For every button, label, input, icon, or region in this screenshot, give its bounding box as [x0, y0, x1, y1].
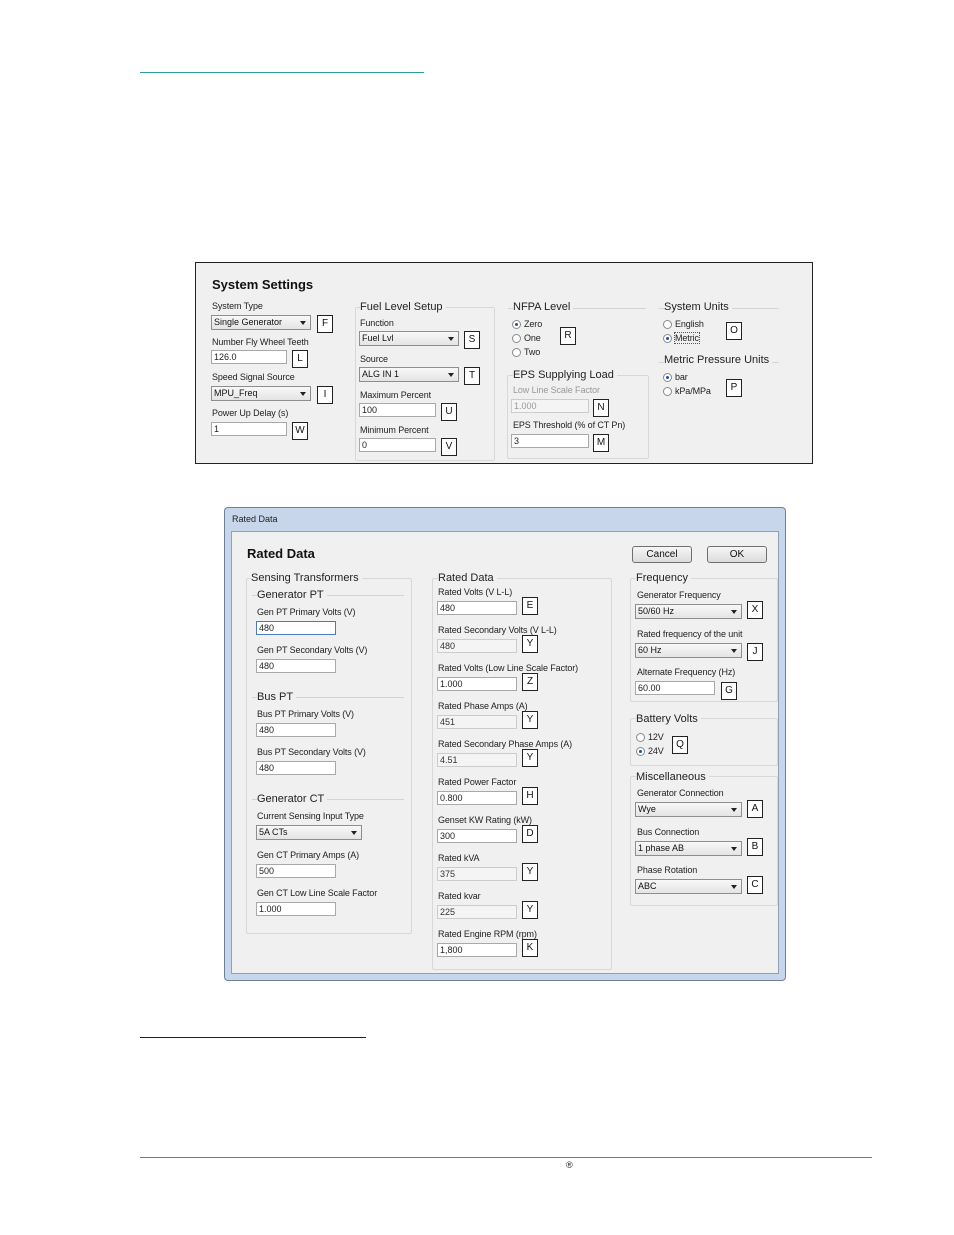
- callout-key: W: [292, 422, 308, 440]
- max-percent-label: Maximum Percent: [360, 390, 432, 400]
- callout-key: R: [560, 327, 576, 345]
- nfpa-option-one: One: [524, 333, 541, 343]
- sensing-title: Sensing Transformers: [251, 572, 362, 584]
- registered-mark: ®: [566, 1160, 573, 1170]
- bus-pt-title: Bus PT: [257, 691, 296, 703]
- misc-title: Miscellaneous: [636, 771, 709, 783]
- gen-pt-secondary-input[interactable]: 480: [256, 659, 336, 673]
- rated-item-input: 225: [437, 905, 517, 919]
- rated-item-label: Rated Phase Amps (A): [438, 701, 528, 711]
- gen-pt-primary-label: Gen PT Primary Volts (V): [257, 607, 356, 617]
- rated-item-label: Rated Secondary Phase Amps (A): [438, 739, 573, 749]
- cancel-button[interactable]: Cancel: [632, 546, 692, 563]
- min-percent-input[interactable]: 0: [359, 438, 436, 452]
- fuel-level-title: Fuel Level Setup: [360, 301, 446, 313]
- alt-freq-input[interactable]: 60.00: [635, 681, 715, 695]
- rated-item-label: Rated Volts (V L-L): [438, 587, 513, 597]
- gen-conn-label: Generator Connection: [637, 788, 724, 798]
- rated-freq-label: Rated frequency of the unit: [637, 629, 743, 639]
- eps-threshold-label: EPS Threshold (% of CT Pn): [513, 420, 626, 430]
- speed-signal-label: Speed Signal Source: [212, 372, 295, 382]
- ct-input-type-select[interactable]: [256, 825, 362, 840]
- nfpa-option-zero: Zero: [524, 319, 543, 329]
- alt-freq-label: Alternate Frequency (Hz): [637, 667, 736, 677]
- rated-item-input[interactable]: 0.800: [437, 791, 517, 805]
- callout-key: O: [726, 322, 742, 340]
- ct-primary-input[interactable]: 500: [256, 864, 336, 878]
- gen-freq-select[interactable]: [635, 604, 742, 619]
- pressure-title: Metric Pressure Units: [664, 354, 772, 366]
- nfpa-title: NFPA Level: [513, 301, 573, 313]
- nfpa-radio-zero[interactable]: [512, 320, 521, 329]
- callout-key: S: [464, 331, 480, 349]
- callout-key: M: [593, 434, 609, 452]
- function-label: Function: [360, 318, 394, 328]
- callout-key: E: [522, 597, 538, 615]
- rotation-value: ABC: [638, 881, 657, 891]
- gen-pt-title: Generator PT: [257, 589, 327, 601]
- ct-input-type-label: Current Sensing Input Type: [257, 811, 364, 821]
- callout-key: D: [522, 825, 538, 843]
- function-value: Fuel Lvl: [362, 333, 394, 343]
- rated-item-input: 375: [437, 867, 517, 881]
- callout-key: Z: [522, 673, 538, 691]
- chevron-down-icon: [731, 885, 737, 889]
- ok-button[interactable]: OK: [707, 546, 767, 563]
- chevron-down-icon: [731, 649, 737, 653]
- gen-ct-title: Generator CT: [257, 793, 327, 805]
- system-settings-panel: [195, 262, 813, 464]
- pressure-radio-kpa[interactable]: [663, 387, 672, 396]
- callout-key: C: [747, 876, 763, 894]
- rated-item-label: Rated Volts (Low Line Scale Factor): [438, 663, 579, 673]
- chevron-down-icon: [448, 373, 454, 377]
- bus-pt-primary-label: Bus PT Primary Volts (V): [257, 709, 354, 719]
- callout-key: N: [593, 399, 609, 417]
- frequency-title: Frequency: [636, 572, 691, 584]
- gen-pt-secondary-label: Gen PT Secondary Volts (V): [257, 645, 368, 655]
- rated-item-input: 451: [437, 715, 517, 729]
- min-percent-label: Minimum Percent: [360, 425, 429, 435]
- rated-freq-select[interactable]: [635, 643, 742, 658]
- callout-key: K: [522, 939, 538, 957]
- pressure-radio-bar[interactable]: [663, 373, 672, 382]
- rated-item-label: Rated Power Factor: [438, 777, 517, 787]
- callout-key: Q: [672, 736, 688, 754]
- bus-pt-primary-input[interactable]: 480: [256, 723, 336, 737]
- top-rule: [140, 72, 424, 73]
- rated-item-input[interactable]: 1,800: [437, 943, 517, 957]
- gen-pt-primary-input[interactable]: 480: [256, 621, 336, 635]
- chevron-down-icon: [731, 847, 737, 851]
- callout-key: L: [292, 350, 308, 368]
- rated-item-input[interactable]: 480: [437, 601, 517, 615]
- system-type-value: Single Generator: [214, 317, 283, 327]
- rated-item-label: Rated Secondary Volts (V L-L): [438, 625, 557, 635]
- callout-key: G: [721, 682, 737, 700]
- source-label: Source: [360, 354, 388, 364]
- rated-item-label: Rated kVA: [438, 853, 480, 863]
- ct-low-line-input[interactable]: 1.000: [256, 902, 336, 916]
- callout-key: A: [747, 800, 763, 818]
- bus-conn-select[interactable]: [635, 841, 742, 856]
- battery-title: Battery Volts: [636, 713, 701, 725]
- rated-item-input: 480: [437, 639, 517, 653]
- speed-signal-value: MPU_Freq: [214, 388, 258, 398]
- rotation-select[interactable]: [635, 879, 742, 894]
- system-type-label: System Type: [212, 301, 263, 311]
- chevron-down-icon: [300, 392, 306, 396]
- pressure-option-bar: bar: [675, 372, 688, 382]
- callout-key: J: [747, 643, 763, 661]
- gen-conn-select[interactable]: [635, 802, 742, 817]
- window-title: Rated Data: [232, 514, 278, 524]
- eps-threshold-input[interactable]: 3: [511, 434, 589, 448]
- speed-signal-select[interactable]: [211, 386, 311, 401]
- ct-low-line-label: Gen CT Low Line Scale Factor: [257, 888, 378, 898]
- source-value: ALG IN 1: [362, 369, 400, 379]
- bus-conn-value: 1 phase AB: [638, 843, 685, 853]
- rated-item-input[interactable]: 1.000: [437, 677, 517, 691]
- ct-primary-label: Gen CT Primary Amps (A): [257, 850, 360, 860]
- rated-data-window: [224, 507, 786, 981]
- chevron-down-icon: [448, 337, 454, 341]
- nfpa-radio-one[interactable]: [512, 334, 521, 343]
- battery-radio-12v[interactable]: [636, 733, 645, 742]
- rated-heading: Rated Data: [247, 546, 315, 561]
- battery-group: [630, 718, 778, 766]
- footer-rule: [140, 1157, 872, 1158]
- power-up-input[interactable]: 1: [211, 422, 287, 436]
- system-settings-title: System Settings: [212, 277, 314, 292]
- bus-conn-label: Bus Connection: [637, 827, 700, 837]
- callout-key: V: [441, 438, 457, 456]
- callout-key: Y: [522, 711, 538, 729]
- system-type-select[interactable]: [211, 315, 311, 330]
- bus-pt-secondary-input[interactable]: 480: [256, 761, 336, 775]
- callout-key: Y: [522, 749, 538, 767]
- fly-wheel-label: Number Fly Wheel Teeth: [212, 337, 309, 347]
- callout-key: Y: [522, 901, 538, 919]
- units-radio-english[interactable]: [663, 320, 672, 329]
- bus-pt-secondary-label: Bus PT Secondary Volts (V): [257, 747, 366, 757]
- callout-key: H: [522, 787, 538, 805]
- rated-freq-value: 60 Hz: [638, 645, 662, 655]
- rated-data-client: [231, 531, 779, 974]
- rated-item-input: 4.51: [437, 753, 517, 767]
- pressure-option-kpa: kPa/MPa: [675, 386, 711, 396]
- gen-freq-value: 50/60 Hz: [638, 606, 675, 616]
- nfpa-radio-two[interactable]: [512, 348, 521, 357]
- gen-conn-value: Wye: [638, 804, 656, 814]
- rated-title: Rated Data: [438, 572, 497, 584]
- chevron-down-icon: [731, 808, 737, 812]
- units-option-english: English: [675, 319, 704, 329]
- rotation-label: Phase Rotation: [637, 865, 698, 875]
- function-select[interactable]: [359, 331, 459, 346]
- low-line-input: 1.000: [511, 399, 589, 413]
- callout-key: Y: [522, 635, 538, 653]
- max-percent-input[interactable]: 100: [359, 403, 436, 417]
- callout-key: Y: [522, 863, 538, 881]
- rated-item-input[interactable]: 300: [437, 829, 517, 843]
- units-title: System Units: [664, 301, 732, 313]
- callout-key: T: [464, 367, 480, 385]
- battery-option-24v: 24V: [648, 746, 664, 756]
- power-up-label: Power Up Delay (s): [212, 408, 289, 418]
- chevron-down-icon: [351, 831, 357, 835]
- callout-key: B: [747, 838, 763, 856]
- callout-key: I: [317, 386, 333, 404]
- chevron-down-icon: [731, 610, 737, 614]
- eps-title: EPS Supplying Load: [513, 369, 617, 381]
- low-line-label: Low Line Scale Factor: [513, 385, 600, 395]
- units-option-metric: Metric: [675, 333, 699, 343]
- chevron-down-icon: [300, 321, 306, 325]
- rated-item-label: Rated kvar: [438, 891, 481, 901]
- callout-key: X: [747, 601, 763, 619]
- rated-item-label: Rated Engine RPM (rpm): [438, 929, 537, 939]
- callout-key: U: [441, 403, 457, 421]
- battery-option-12v: 12V: [648, 732, 664, 742]
- source-select[interactable]: [359, 367, 459, 382]
- rated-item-label: Genset KW Rating (kW): [438, 815, 532, 825]
- gen-freq-label: Generator Frequency: [637, 590, 721, 600]
- callout-key: P: [726, 379, 742, 397]
- ct-input-type-value: 5A CTs: [259, 827, 288, 837]
- battery-radio-24v[interactable]: [636, 747, 645, 756]
- nfpa-option-two: Two: [524, 347, 541, 357]
- fly-wheel-input[interactable]: 126.0: [211, 350, 287, 364]
- units-radio-metric[interactable]: [663, 334, 672, 343]
- footnote-rule: [140, 1037, 366, 1038]
- callout-key: F: [317, 315, 333, 333]
